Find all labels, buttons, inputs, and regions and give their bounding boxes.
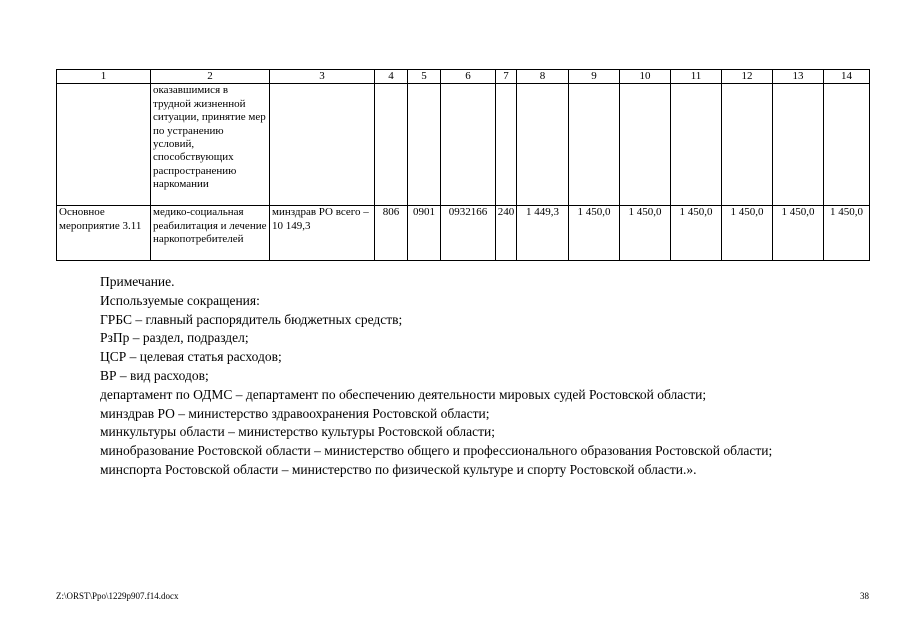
table-cell bbox=[375, 84, 408, 206]
table-cell: 1 450,0 bbox=[569, 206, 620, 261]
notes-line: РзПр – раздел, подраздел; bbox=[100, 330, 249, 346]
page-number: 38 bbox=[860, 591, 869, 601]
table-cell: 0901 bbox=[408, 206, 441, 261]
table-cell: 0932166 bbox=[441, 206, 496, 261]
table-cell: 1 449,3 bbox=[517, 206, 569, 261]
notes-line: минкультуры области – министерство культуры Ростовской области; bbox=[100, 424, 496, 440]
table-cell: 806 bbox=[375, 206, 408, 261]
table-row bbox=[57, 84, 870, 206]
footer-file-path: Z:\ORST\Ppo\1229p907.f14.docx bbox=[56, 591, 179, 601]
notes-line: минздрав РО – министерство здравоохранения Ростовской области; bbox=[100, 405, 490, 421]
table-cell bbox=[773, 84, 824, 206]
table-cell: минздрав РО всего – 10 149,3 bbox=[270, 206, 375, 261]
notes-title: Примечание. bbox=[100, 274, 175, 289]
notes-block bbox=[100, 273, 772, 480]
notes-line: ЦСР – целевая статья расходов; bbox=[100, 349, 282, 365]
header-cell: 10 bbox=[620, 70, 671, 84]
notes-line: департамент по ОДМС – департамент по обеспечению деятельности мировых судей Ростовской области; bbox=[100, 386, 707, 402]
table-cell bbox=[57, 84, 151, 206]
table-cell: медико-социальная реабилитация и лечение наркопотребителей bbox=[151, 206, 270, 261]
table-cell bbox=[441, 84, 496, 206]
header-cell: 4 bbox=[375, 70, 408, 84]
table-cell: 1 450,0 bbox=[671, 206, 722, 261]
table-cell: оказавшимися в трудной жизненной ситуации, принятие мер по устранению условий, способствующих распространению наркомании bbox=[151, 84, 270, 206]
notes-line: ГРБС – главный распорядитель бюджетных средств; bbox=[100, 311, 403, 327]
table-header-row bbox=[57, 70, 870, 84]
header-cell: 7 bbox=[496, 70, 517, 84]
table-cell bbox=[569, 84, 620, 206]
header-cell: 11 bbox=[671, 70, 722, 84]
table-cell bbox=[517, 84, 569, 206]
header-cell: 1 bbox=[57, 70, 151, 84]
header-cell: 5 bbox=[408, 70, 441, 84]
table-cell bbox=[408, 84, 441, 206]
program-table bbox=[56, 69, 870, 261]
notes-line: ВР – вид расходов; bbox=[100, 367, 209, 383]
header-cell: 3 bbox=[270, 70, 375, 84]
header-cell: 14 bbox=[824, 70, 870, 84]
table-cell bbox=[671, 84, 722, 206]
table-cell: 1 450,0 bbox=[824, 206, 870, 261]
table-cell: 1 450,0 bbox=[773, 206, 824, 261]
table-cell: 1 450,0 bbox=[620, 206, 671, 261]
notes-line: минобразование Ростовской области – министерство общего и профессионального образования Ростовской области; bbox=[100, 443, 773, 459]
table-cell bbox=[722, 84, 773, 206]
notes-line: минспорта Ростовской области – министерство по физической культуре и спорту Ростовской области.». bbox=[100, 461, 697, 477]
header-cell: 2 bbox=[151, 70, 270, 84]
table-cell bbox=[620, 84, 671, 206]
header-cell: 12 bbox=[722, 70, 773, 84]
table-cell bbox=[496, 84, 517, 206]
table-cell: 1 450,0 bbox=[722, 206, 773, 261]
table-cell bbox=[270, 84, 375, 206]
header-cell: 9 bbox=[569, 70, 620, 84]
table-cell: Основное мероприятие 3.11 bbox=[57, 206, 151, 261]
header-cell: 6 bbox=[441, 70, 496, 84]
table-row bbox=[57, 206, 870, 261]
table-cell: 240 bbox=[496, 206, 517, 261]
header-cell: 13 bbox=[773, 70, 824, 84]
notes-line: Используемые сокращения: bbox=[100, 292, 260, 308]
table-cell bbox=[824, 84, 870, 206]
header-cell: 8 bbox=[517, 70, 569, 84]
